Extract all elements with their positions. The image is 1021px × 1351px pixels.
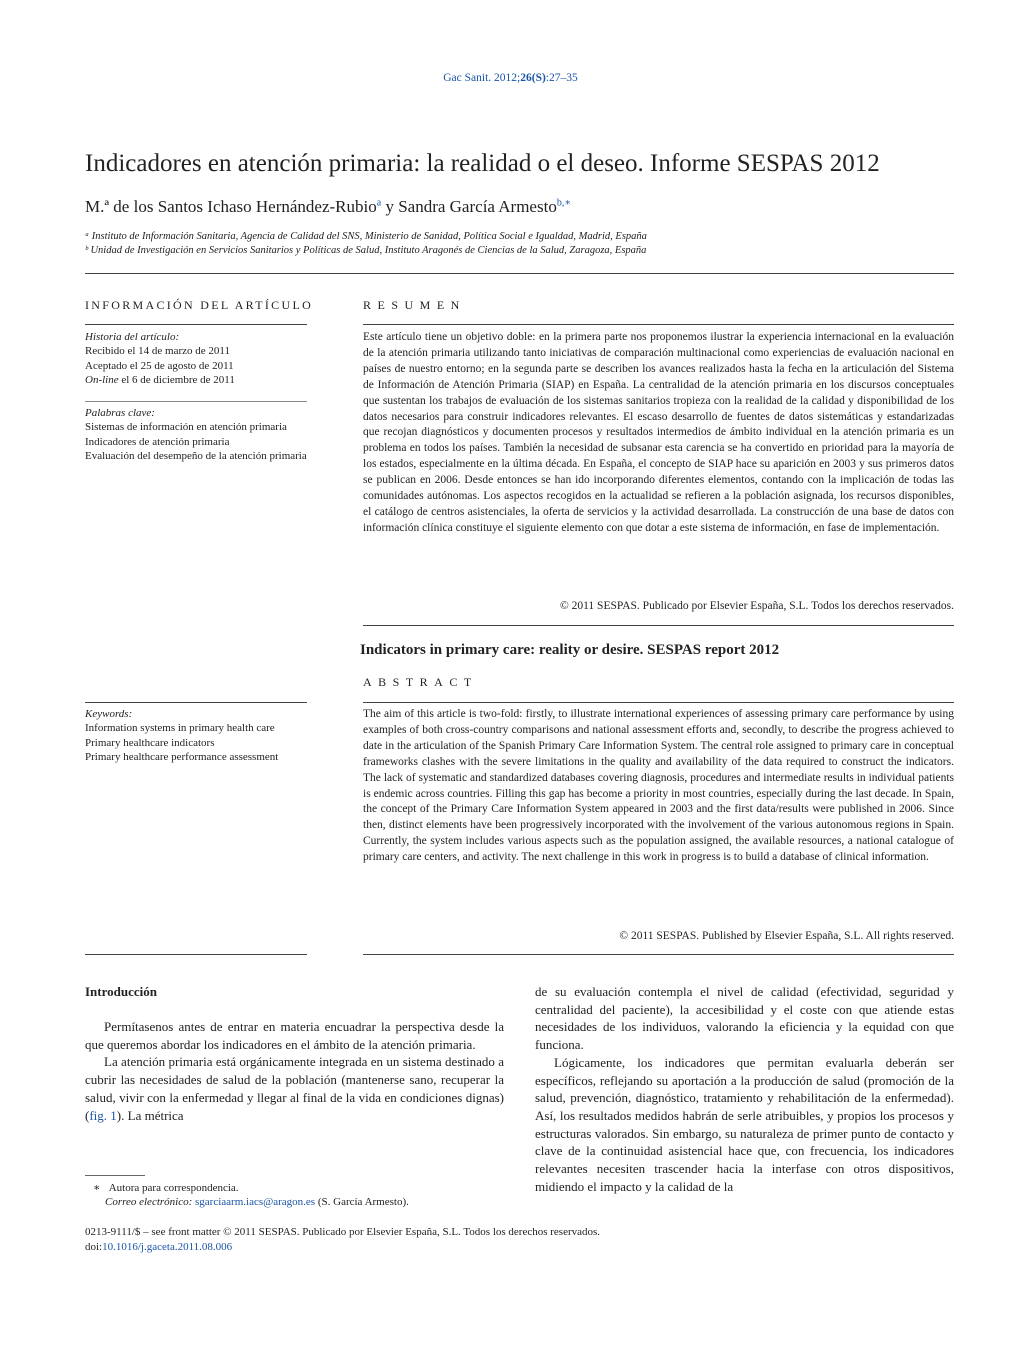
intro-paragraph-2-end: ). La métrica xyxy=(116,1107,184,1123)
article-info-heading: INFORMACIÓN DEL ARTÍCULO xyxy=(85,298,314,312)
keywords-es xyxy=(85,406,307,463)
journal-volume: 26(S) xyxy=(520,72,546,84)
journal-pages: :27–35 xyxy=(545,72,578,84)
footnote-correspondence xyxy=(93,1181,239,1194)
keyword-item: Indicadores de atención primaria xyxy=(85,435,230,448)
online-date xyxy=(85,373,307,387)
footnote-email xyxy=(105,1196,409,1208)
resumen-text: Este artículo tiene un objetivo doble: en la primera parte nos proponemos ilustrar la experiencia internacional en la evaluación de la atención primaria utilizando tanto iniciativas de comparación multinacional como experiencias de evaluación nacional en países de nuestro entorno; en la segunda parte se describen los avances realizados hasta la fecha en la articulación del Sistema de Información de Atención Primaria (SIAP) en España. La centralidad de la atención primaria en los discursos conceptuales que sustentan los trabajos de evaluación de los sistemas sanitarios tropieza con la realidad de la calidad y disponibilidad de los datos necesarios para construir indicadores relevantes. El escaso desarrollo de fuentes de datos sistemáticas y estandarizadas que recojan diagnósticos y documenten procesos y resultados intermedios de ámbito individual en la atención primaria es un problema en todos los países. También la necesidad de subsanar esta carencia se ha convertido en prioridad para la mayoría de los estados, especialmente en la última década. En España, el concepto de SIAP hace su aparición en 2003 y sus primeros datos se publican en 2006. Desde entonces se han ido incorporando diferentes elementos, contando con la implicación de todas las comunidades autónomas. Los aspectos recogidos en la actualidad se refieren a la población asignada, los recursos disponibles, el catálogo de centros asistenciales, la oferta de servicios y la actividad desarrollada. La construcción de una base de datos con información clínica constituye el siguiente elemento con que dotar a este sistema de información, en fase de implementación. xyxy=(363,331,954,534)
intro-paragraph-1: Permítasenos antes de entrar en materia encuadrar la perspectiva desde la que queremos abordar los indicadores en el ámbito de la atención primaria. xyxy=(85,1019,504,1052)
keyword-en-item: Primary healthcare performance assessment xyxy=(85,750,279,763)
keywords-end-divider xyxy=(85,954,307,955)
email-owner: (S. García Armesto). xyxy=(315,1196,409,1208)
abstract-divider xyxy=(363,702,954,703)
keyword-item: Sistemas de información en atención primaria xyxy=(85,421,287,434)
english-title: Indicators in primary care: reality or desire. SESPAS report 2012 xyxy=(360,642,780,658)
resumen-divider xyxy=(363,324,954,325)
resumen-heading: RESUMEN xyxy=(363,298,466,312)
article-info-divider xyxy=(85,324,307,325)
history-divider xyxy=(85,401,307,402)
abstract-text: The aim of this article is two-fold: firstly, to illustrate international experiences of assessing primary care performance by using examples of both cross-country comparisons and national assessment efforts and, secondly, to describe the progress achieved to date in the articulation of the Spanish Primary Care Information System. The central role assigned to primary care in conceptual frameworks clashes with the severe limitations in the quality and availability of the data required to construct the indicators. The lack of systematic and standardized databases covering diagnosis, procedures and intermediate results in individual patients is endemic across countries. Filling this gap has become a priority in most countries, especially during the last decade. In Spain, the concept of the Primary Care Information System appeared in 2003 and the first data/results were published in 2006. Since then, distinct elements have been progressively incorporated with the involvement of the various autonomous regions in Spain. Currently, the system includes various aspects such as the population assigned, the available resources, a national catalogue of primary care centers, and activity. The next challenge in this work in progress is to build a database of clinical information. xyxy=(363,708,954,864)
author-2-affil-link[interactable]: b,∗ xyxy=(556,197,572,209)
author-conjunction: y xyxy=(381,197,399,216)
keyword-en-item: Information systems in primary health care xyxy=(85,722,275,735)
author-1: M.ª de los Santos Ichaso Hernández-Rubio xyxy=(85,197,377,216)
figure-1-link[interactable]: fig. 1 xyxy=(89,1107,117,1123)
article-title: Indicadores en atención primaria: la realidad o el deseo. Informe SESPAS 2012 xyxy=(85,150,880,177)
intro-paragraph-2-text: La atención primaria está orgánicamente integrada en un sistema destinado a cubrir las necesidades de salud de la población (mantenerse sano, recuperar la salud, vivir con la enfermedad y llegar al final de la vida en condiciones dignas) ( xyxy=(85,1054,504,1123)
abstract-copyright: © 2011 SESPAS. Published by Elsevier España, S.L. All rights reserved. xyxy=(619,930,954,942)
keywords-en-label: Keywords: xyxy=(85,708,133,720)
journal-reference[interactable] xyxy=(0,72,1021,84)
online-label: On-line xyxy=(85,373,119,386)
author-2: Sandra García Armesto xyxy=(398,197,557,216)
journal-prefix: Gac Sanit. 2012; xyxy=(443,72,521,84)
intro-heading: Introducción xyxy=(85,984,157,999)
header-divider xyxy=(85,273,954,274)
email-link[interactable]: sgarciaarm.iacs@aragon.es xyxy=(195,1196,316,1208)
keyword-item: Evaluación del desempeño de la atención primaria xyxy=(85,449,307,462)
keywords-label: Palabras clave: xyxy=(85,407,155,419)
intro-paragraph-2 xyxy=(85,1053,504,1124)
affiliation-b: ᵇ Unidad de Investigación en Servicios Sanitarios y Políticas de Salud, Instituto Aragonés de Ciencias de la Salud, Zaragoza, España xyxy=(85,245,647,256)
accepted-date: Aceptado el 25 de agosto de 2011 xyxy=(85,359,234,372)
col2-paragraph-1: de su evaluación contempla el nivel de calidad (efectividad, seguridad y centralidad del paciente), la accesibilidad y el coste con que atiende estas necesidades de los individuos, valorando la eficiencia y la equidad con que funciona. xyxy=(535,984,954,1053)
article-history xyxy=(85,330,307,387)
doi-line xyxy=(85,1241,232,1253)
body-column-left xyxy=(85,1018,504,1124)
author-1-affil-link[interactable]: a xyxy=(376,197,382,209)
col2-paragraph-2: Lógicamente, los indicadores que permitan evaluarla deberán ser específicos, reflejando su aportación a la producción de salud (promoción de la salud, prevención, diagnóstico, tratamiento y rehabilitación de la enfermedad). Así, los resultados medidos habrán de serle atribuibles, y propios los procesos y estructuras valorados. Sin embargo, su naturaleza de primer punto de contacto y clave de la continuidad asistencial hace que, con frecuencia, los indicadores relevantes necesiten trascender hacia la interfase con otros dispositivos, midiendo el impacto y la calidad de la xyxy=(535,1054,954,1194)
abstract-end-divider xyxy=(363,954,954,955)
resumen-end-divider xyxy=(363,625,954,626)
affiliation-a: ᵃ Instituto de Información Sanitaria, Agencia de Calidad del SNS, Ministerio de Sanidad, Política Social e Igualdad, Madrid, España xyxy=(85,231,647,242)
keyword-en-item: Primary healthcare indicators xyxy=(85,736,215,749)
footnote-star: ∗ xyxy=(93,1182,101,1194)
email-label: Correo electrónico: xyxy=(105,1196,193,1208)
history-label: Historia del artículo: xyxy=(85,331,180,343)
abstract-heading: ABSTRACT xyxy=(363,675,478,689)
online-date-text: el 6 de diciembre de 2011 xyxy=(118,373,235,386)
footnote-divider xyxy=(85,1175,145,1176)
body-column-right xyxy=(535,983,954,1195)
keywords-en-divider xyxy=(85,702,307,703)
doi-label: doi: xyxy=(85,1241,103,1253)
keywords-en xyxy=(85,707,307,764)
footnote-corresp-text: Autora para correspondencia. xyxy=(108,1182,239,1194)
resumen-copyright: © 2011 SESPAS. Publicado por Elsevier España, S.L. Todos los derechos reservados. xyxy=(560,600,954,612)
received-date: Recibido el 14 de marzo de 2011 xyxy=(85,345,230,358)
author-list xyxy=(85,197,571,217)
doi-link[interactable]: 10.1016/j.gaceta.2011.08.006 xyxy=(102,1241,233,1253)
issn-line: 0213-9111/$ – see front matter © 2011 SESPAS. Publicado por Elsevier España, S.L. Todos los derechos reservados. xyxy=(85,1226,601,1238)
